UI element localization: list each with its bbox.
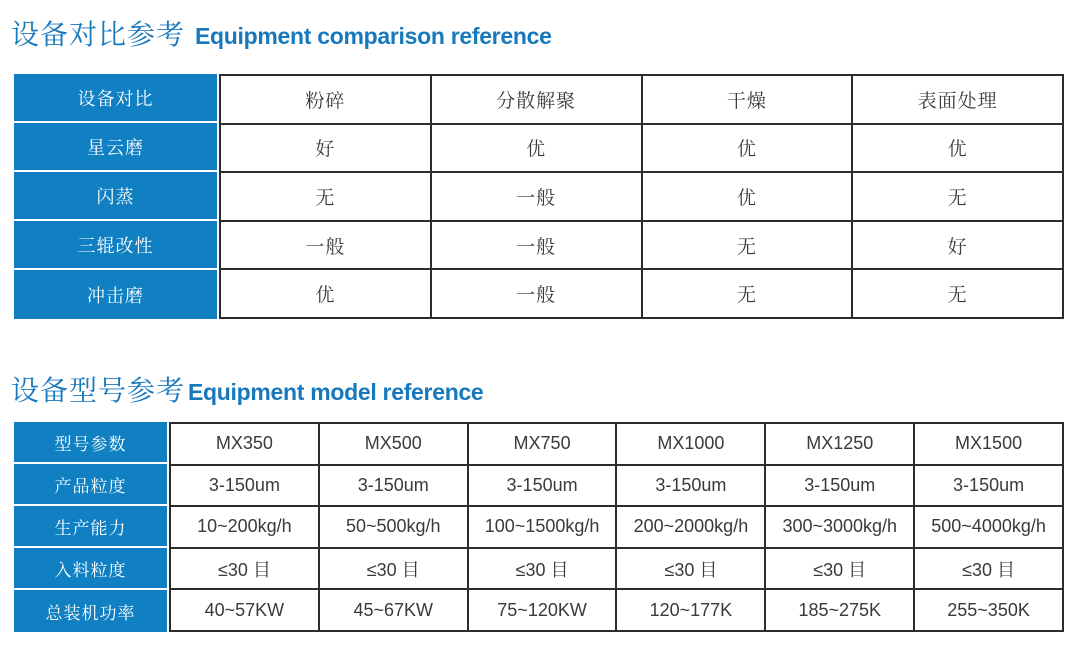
data-cell: 45~67KW bbox=[320, 590, 467, 630]
model-row-label-column bbox=[14, 422, 167, 632]
comparison-section-title bbox=[11, 0, 1080, 53]
data-cell: ≤30 目 bbox=[469, 549, 616, 589]
model-title-english: Equipment model reference bbox=[188, 379, 484, 405]
data-cell: 40~57KW bbox=[171, 590, 318, 630]
table-header-label: 型号参数 bbox=[14, 422, 167, 462]
data-cell: ≤30 目 bbox=[171, 549, 318, 589]
column-header-cell: 表面处理 bbox=[853, 76, 1062, 123]
data-cell: 一般 bbox=[432, 173, 641, 220]
equipment-comparison-table bbox=[14, 74, 1064, 319]
data-cell: 75~120KW bbox=[469, 590, 616, 630]
data-cell: 3-150um bbox=[617, 466, 764, 506]
data-cell: 无 bbox=[853, 173, 1062, 220]
data-cell: 优 bbox=[432, 125, 641, 172]
data-cell: 500~4000kg/h bbox=[915, 507, 1062, 547]
row-label: 生产能力 bbox=[14, 506, 167, 546]
model-data-grid bbox=[169, 422, 1064, 632]
data-cell: 优 bbox=[643, 125, 852, 172]
row-label: 闪蒸 bbox=[14, 172, 217, 219]
data-cell: 好 bbox=[221, 125, 430, 172]
column-header-cell: 粉碎 bbox=[221, 76, 430, 123]
column-header-cell: MX1500 bbox=[915, 424, 1062, 464]
data-cell: 无 bbox=[221, 173, 430, 220]
data-cell: ≤30 目 bbox=[617, 549, 764, 589]
data-cell: 120~177K bbox=[617, 590, 764, 630]
column-header-cell: MX500 bbox=[320, 424, 467, 464]
row-label: 产品粒度 bbox=[14, 464, 167, 504]
data-cell: 100~1500kg/h bbox=[469, 507, 616, 547]
data-cell: 好 bbox=[853, 222, 1062, 269]
data-cell: 优 bbox=[643, 173, 852, 220]
data-cell: 一般 bbox=[221, 222, 430, 269]
row-label: 三辊改性 bbox=[14, 221, 217, 268]
data-cell: 优 bbox=[853, 125, 1062, 172]
row-label: 总装机功率 bbox=[14, 590, 167, 632]
data-cell: 3-150um bbox=[766, 466, 913, 506]
column-header-cell: MX1250 bbox=[766, 424, 913, 464]
data-cell: 优 bbox=[221, 270, 430, 317]
data-cell: 3-150um bbox=[469, 466, 616, 506]
row-label: 入料粒度 bbox=[14, 548, 167, 588]
row-label: 星云磨 bbox=[14, 123, 217, 170]
data-cell: ≤30 目 bbox=[320, 549, 467, 589]
data-cell: ≤30 目 bbox=[915, 549, 1062, 589]
column-header-cell: MX750 bbox=[469, 424, 616, 464]
data-cell: 无 bbox=[643, 270, 852, 317]
data-cell: ≤30 目 bbox=[766, 549, 913, 589]
comparison-row-label-column bbox=[14, 74, 217, 319]
comparison-title-english: Equipment comparison reference bbox=[195, 23, 552, 49]
data-cell: 255~350K bbox=[915, 590, 1062, 630]
data-cell: 无 bbox=[643, 222, 852, 269]
data-cell: 3-150um bbox=[320, 466, 467, 506]
data-cell: 200~2000kg/h bbox=[617, 507, 764, 547]
data-cell: 无 bbox=[853, 270, 1062, 317]
column-header-cell: MX350 bbox=[171, 424, 318, 464]
data-cell: 10~200kg/h bbox=[171, 507, 318, 547]
data-cell: 50~500kg/h bbox=[320, 507, 467, 547]
column-header-cell: MX1000 bbox=[617, 424, 764, 464]
equipment-model-table bbox=[14, 422, 1064, 632]
row-label: 冲击磨 bbox=[14, 270, 217, 319]
model-title-chinese: 设备型号参考 bbox=[11, 375, 186, 406]
model-section-title bbox=[11, 369, 1080, 409]
column-header-cell: 分散解聚 bbox=[432, 76, 641, 123]
data-cell: 3-150um bbox=[171, 466, 318, 506]
data-cell: 一般 bbox=[432, 222, 641, 269]
column-header-cell: 干燥 bbox=[643, 76, 852, 123]
data-cell: 3-150um bbox=[915, 466, 1062, 506]
table-header-label: 设备对比 bbox=[14, 74, 217, 121]
comparison-data-grid bbox=[219, 74, 1064, 319]
data-cell: 300~3000kg/h bbox=[766, 507, 913, 547]
data-cell: 一般 bbox=[432, 270, 641, 317]
data-cell: 185~275K bbox=[766, 590, 913, 630]
comparison-title-chinese: 设备对比参考 bbox=[11, 19, 186, 50]
